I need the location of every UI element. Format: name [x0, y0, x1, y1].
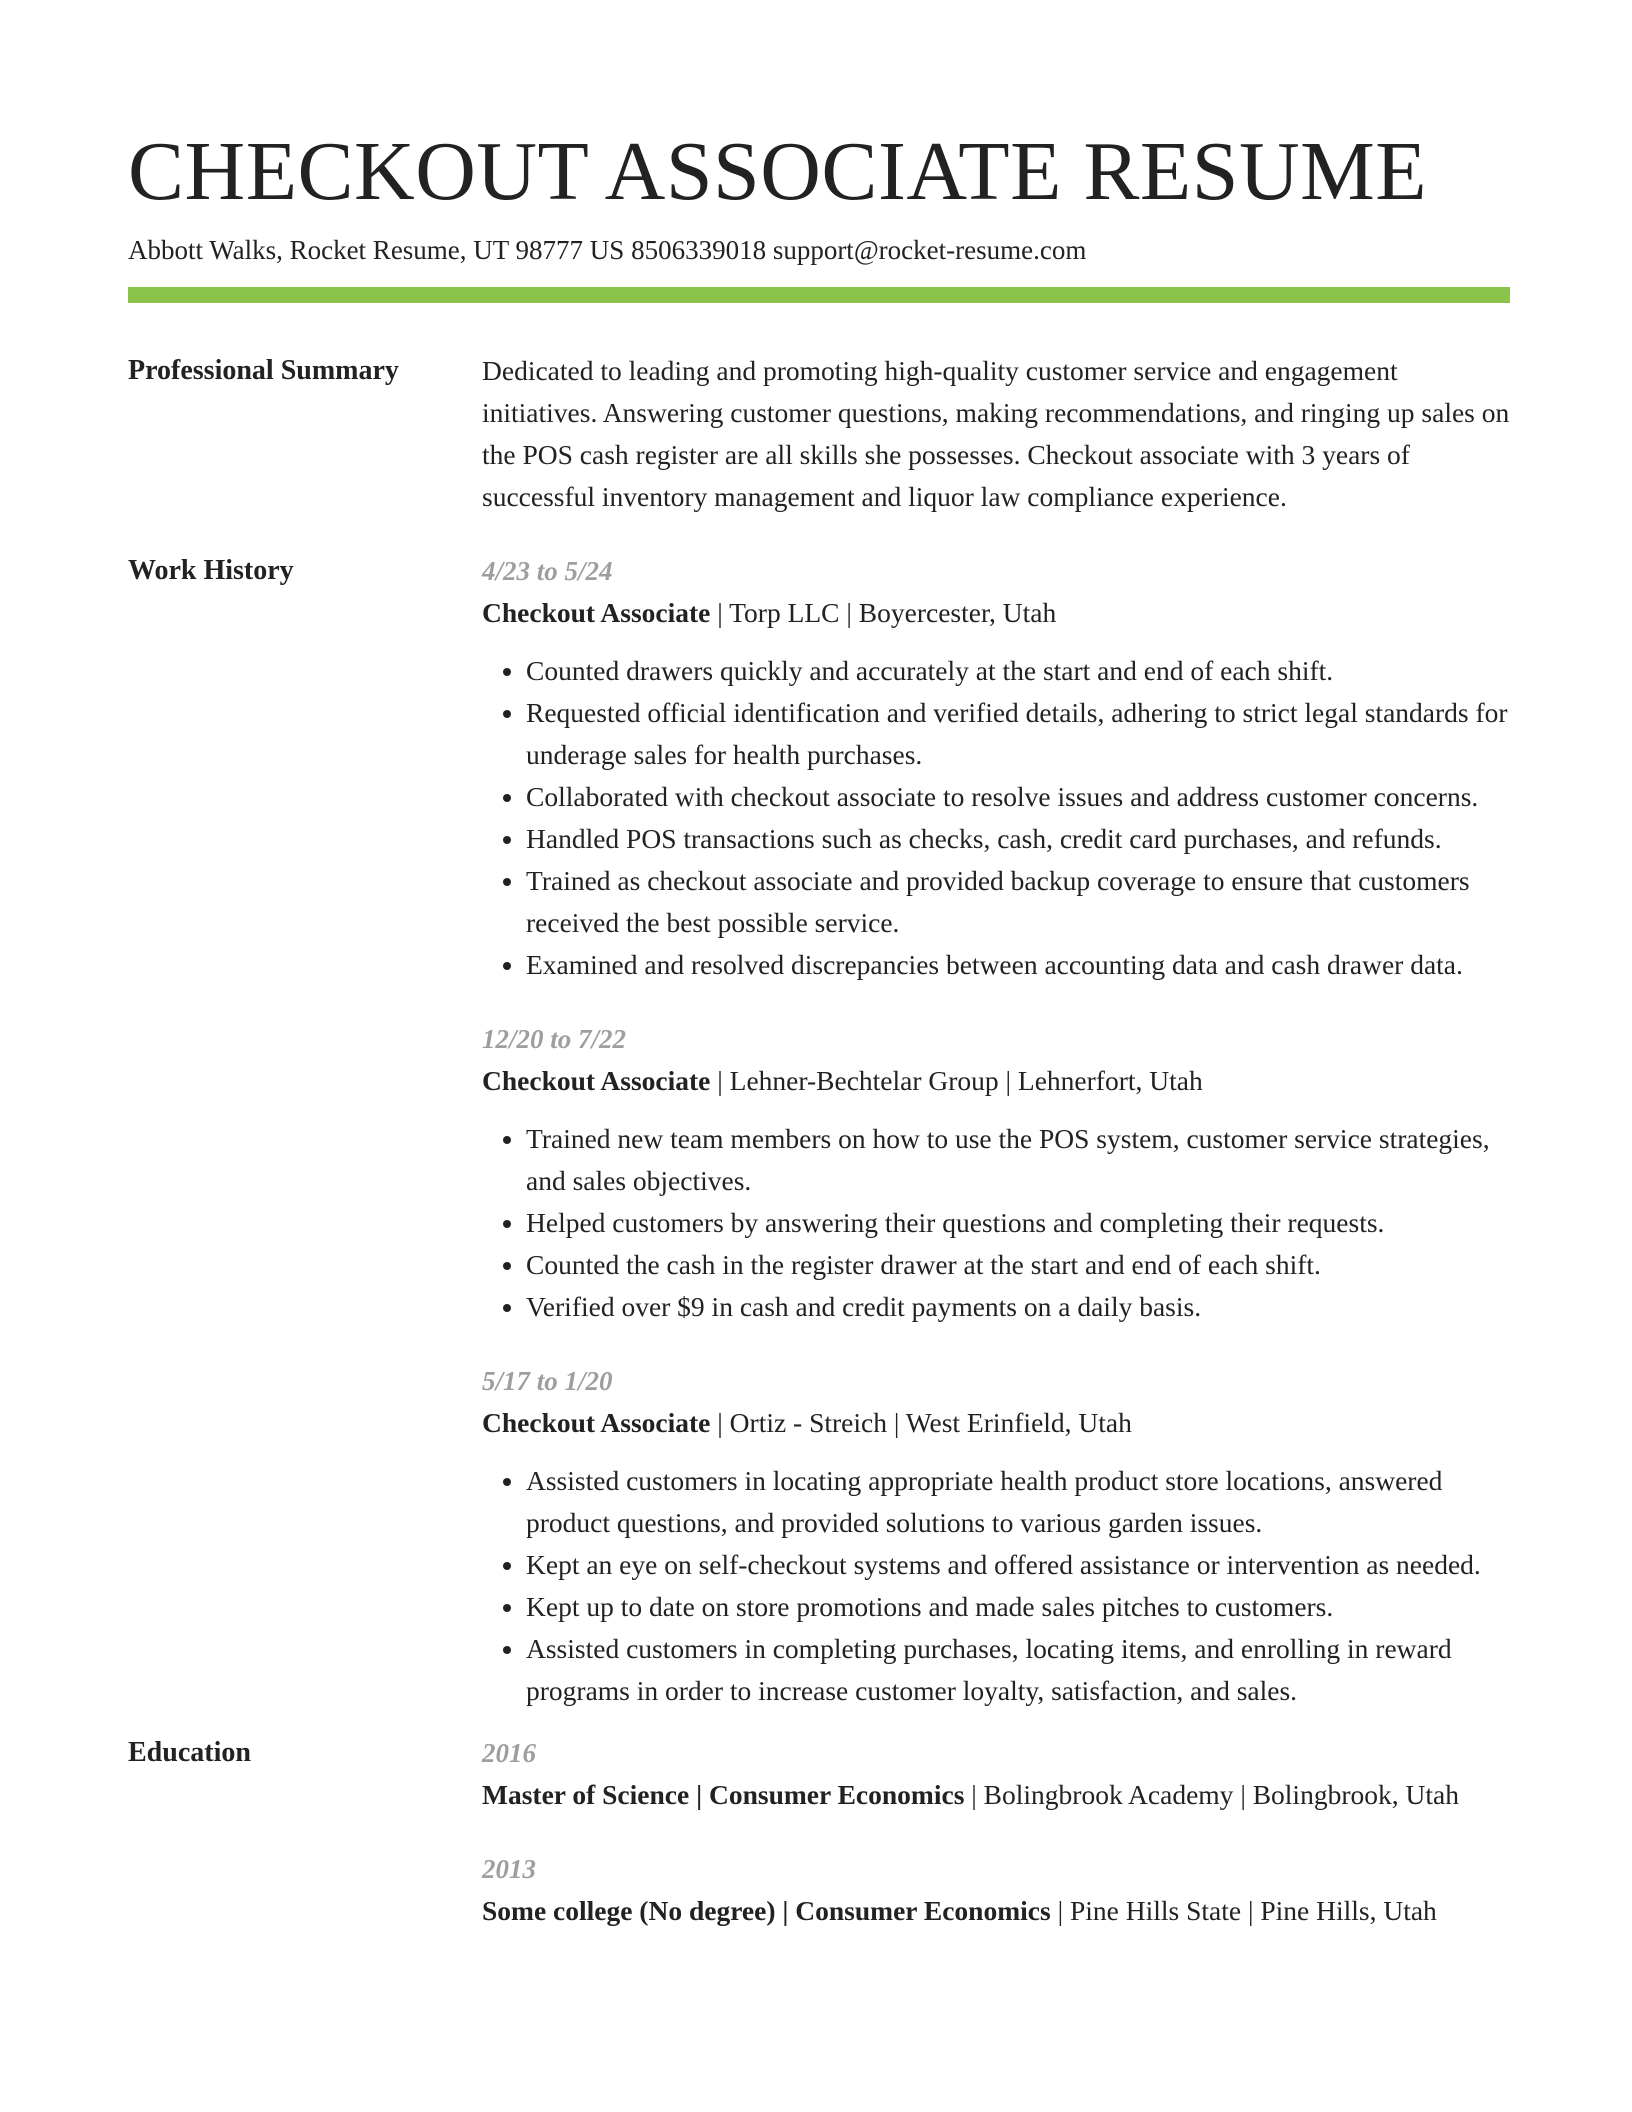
job-bullet: • Assisted customers in locating appropriate health product store locations, answered product questions, and provided solutions to various garden issues. — [526, 1460, 1510, 1544]
job-bullet: • Trained new team members on how to use the POS system, customer service strategies, and sales objectives. — [526, 1118, 1510, 1202]
job-location: Boyercester, Utah — [858, 597, 1057, 628]
separator — [710, 1065, 729, 1096]
education-location: Pine Hills, Utah — [1260, 1895, 1437, 1926]
education-section — [128, 1732, 1510, 1964]
separator — [840, 597, 859, 628]
job-bullet: • Kept up to date on store promotions and made sales pitches to customers. — [526, 1586, 1510, 1628]
summary-body — [482, 350, 1510, 550]
job-location: West Erinfield, Utah — [905, 1407, 1132, 1438]
education-year: 2016 — [482, 1738, 536, 1768]
separator — [999, 1065, 1018, 1096]
education-entry — [482, 1848, 1510, 1932]
work-history-heading: Work History — [128, 555, 294, 586]
job-dates: 12/20 to 7/22 — [482, 1024, 627, 1054]
job-bullet: • Collaborated with checkout associate to resolve issues and address customer concerns. — [526, 776, 1510, 818]
education-degree: Some college (No degree) | Consumer Economics — [482, 1895, 1051, 1926]
contact-address: Abbott Walks, Rocket Resume, UT 98777 US — [128, 235, 625, 265]
work-history-section — [128, 550, 1510, 1732]
job-company: Torp LLC — [729, 597, 840, 628]
job-header — [482, 592, 1510, 634]
education-school: Pine Hills State — [1069, 1895, 1242, 1926]
job-dates: 4/23 to 5/24 — [482, 556, 613, 586]
job-company: Lehner-Bechtelar Group — [729, 1065, 999, 1096]
contact-email: support@rocket-resume.com — [772, 235, 1087, 265]
job-entry — [482, 1018, 1510, 1328]
separator — [887, 1407, 906, 1438]
job-role: Checkout Associate — [482, 1065, 711, 1096]
job-header — [482, 1402, 1510, 1444]
work-history-body — [482, 550, 1510, 1732]
job-bullet: • Counted drawers quickly and accurately at the start and end of each shift. — [526, 650, 1510, 692]
job-company: Ortiz - Streich — [729, 1407, 887, 1438]
separator — [1241, 1895, 1260, 1926]
summary-text: Dedicated to leading and promoting high-quality customer service and engagement initiatives. Answering customer questions, making recommendations, and ringing up sales on the POS cash register are all skills she possesses. Checkout associate with 3 years of successful inventory management and liquor law compliance experience. — [482, 355, 1510, 512]
resume-title: CHECKOUT ASSOCIATE RESUME — [128, 125, 1428, 218]
job-bullet: • Kept an eye on self-checkout systems and offered assistance or intervention as needed. — [526, 1544, 1510, 1586]
summary-heading: Professional Summary — [128, 355, 399, 386]
job-dates: 5/17 to 1/20 — [482, 1366, 613, 1396]
education-header — [482, 1774, 1510, 1816]
separator — [1233, 1779, 1252, 1810]
job-bullet: • Requested official identification and verified details, adhering to strict legal standards for underage sales for health purchases. — [526, 692, 1510, 776]
job-bullet: • Verified over $9 in cash and credit payments on a daily basis. — [526, 1286, 1510, 1328]
education-year: 2013 — [482, 1854, 536, 1884]
job-location: Lehnerfort, Utah — [1017, 1065, 1203, 1096]
job-entry — [482, 1360, 1510, 1712]
header-accent-bar — [128, 287, 1510, 303]
separator — [710, 1407, 729, 1438]
education-entry — [482, 1732, 1510, 1816]
job-role: Checkout Associate — [482, 1407, 711, 1438]
resume-sections — [128, 350, 1510, 1964]
separator — [710, 597, 729, 628]
contact-phone: 8506339018 — [631, 235, 767, 265]
job-bullet: • Examined and resolved discrepancies between accounting data and cash drawer data. — [526, 944, 1510, 986]
job-bullets — [482, 650, 1510, 986]
education-body — [482, 1732, 1510, 1964]
job-bullets — [482, 1118, 1510, 1328]
summary-section — [128, 350, 1510, 550]
job-header — [482, 1060, 1510, 1102]
education-location: Bolingbrook, Utah — [1252, 1779, 1459, 1810]
education-header — [482, 1890, 1510, 1932]
separator — [1051, 1895, 1070, 1926]
separator — [964, 1779, 983, 1810]
education-heading: Education — [128, 1737, 251, 1768]
job-bullet: • Helped customers by answering their questions and completing their requests. — [526, 1202, 1510, 1244]
contact-line — [128, 232, 1086, 268]
job-bullets — [482, 1460, 1510, 1712]
education-degree: Master of Science | Consumer Economics — [482, 1779, 965, 1810]
job-bullet: • Assisted customers in completing purchases, locating items, and enrolling in reward programs in order to increase customer loyalty, satisfaction, and sales. — [526, 1628, 1510, 1712]
job-entry — [482, 550, 1510, 986]
job-role: Checkout Associate — [482, 597, 711, 628]
job-bullet: • Counted the cash in the register drawer at the start and end of each shift. — [526, 1244, 1510, 1286]
education-school: Bolingbrook Academy — [983, 1779, 1234, 1810]
job-bullet: • Trained as checkout associate and provided backup coverage to ensure that customers received the best possible service. — [526, 860, 1510, 944]
job-bullet: • Handled POS transactions such as checks, cash, credit card purchases, and refunds. — [526, 818, 1510, 860]
